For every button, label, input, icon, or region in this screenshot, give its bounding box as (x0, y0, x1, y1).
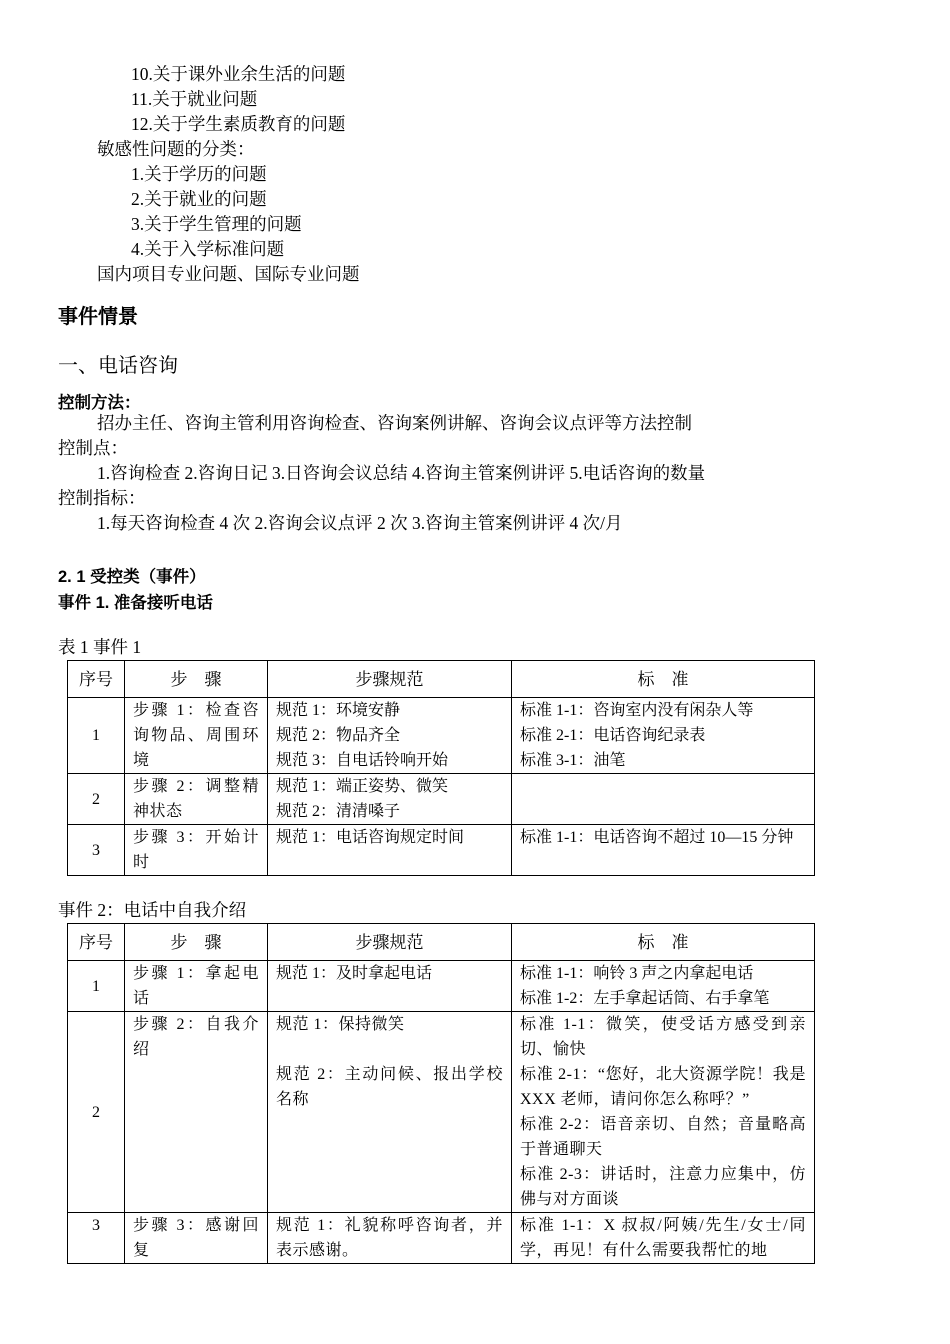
spec-line: 规范 1：及时拿起电话 (276, 965, 433, 982)
spec-line: 规范 1：环境安静 (276, 702, 401, 719)
table1 (67, 660, 815, 876)
table-row (68, 961, 815, 1012)
control-method-text: 招办主任、咨询主管利用咨询检查、咨询案例讲解、咨询会议点评等方法控制 (97, 413, 692, 433)
row-number: 3 (68, 1213, 125, 1264)
header-cell: 步 骤 (125, 924, 268, 961)
section-title: 事件情景 (58, 306, 138, 328)
step-cell: 步骤 3：开始计时 (125, 825, 268, 876)
step-cell: 步骤 3：感谢回复 (125, 1213, 268, 1264)
spec-line: 规范 2：清清嗓子 (276, 803, 401, 820)
control-method-label: 控制方法： (58, 394, 141, 412)
spec-cell (268, 698, 512, 774)
spec-cell (268, 825, 512, 876)
list-item: 10.关于课外业余生活的问题 (131, 64, 346, 84)
event1-heading: 事件 1. 准备接听电话 (58, 594, 213, 612)
subsection-title: 一、电话咨询 (58, 355, 178, 377)
table-row (68, 1213, 815, 1264)
standard-cell (512, 1012, 815, 1213)
spec-line: 规范 2：物品齐全 (276, 727, 401, 744)
header-cell: 步 骤 (125, 661, 268, 698)
control-indicators-label: 控制指标： (58, 488, 146, 508)
standard-line: 标准 1-1：微笑，使受话方感受到亲切、愉快 (520, 1016, 806, 1058)
step-cell: 步骤 1：拿起电话 (125, 961, 268, 1012)
spec-line: 规范 1：端正姿势、微笑 (276, 778, 449, 795)
control-indicators-text: 1.每天咨询检查 4 次 2.咨询会议点评 2 次 3.咨询主管案例讲评 4 次/月 (97, 513, 623, 533)
table2-caption: 事件 2：电话中自我介绍 (58, 900, 247, 920)
list-item: 3.关于学生管理的问题 (131, 214, 302, 234)
spec-cell (268, 961, 512, 1012)
standard-cell (512, 698, 815, 774)
table2 (67, 923, 815, 1264)
standard-line: 标准 1-1：响铃 3 声之内拿起电话 (520, 965, 754, 982)
header-cell: 步骤规范 (268, 661, 512, 698)
spec-line: 规范 3：自电话铃响开始 (276, 752, 449, 769)
standard-line: 标准 2-3：讲话时，注意力应集中，仿佛与对方面谈 (520, 1166, 806, 1208)
header-cell: 步骤规范 (268, 924, 512, 961)
step-cell: 步骤 2：调整精神状态 (125, 774, 268, 825)
list-item: 12.关于学生素质教育的问题 (131, 114, 346, 134)
step-cell: 步骤 2：自我介绍 (125, 1012, 268, 1213)
spec-line: 规范 2：主动问候、报出学校名称 (276, 1066, 503, 1108)
category-heading: 2. 1 受控类（事件） (58, 568, 206, 586)
spec-line: 规范 1：保持微笑 (276, 1016, 405, 1033)
standard-line: 标准 1-1：咨询室内没有闲杂人等 (520, 702, 754, 719)
standard-cell (512, 961, 815, 1012)
table-row (68, 1012, 815, 1213)
table1-caption: 表 1 事件 1 (58, 637, 142, 657)
spacer (276, 1037, 503, 1062)
standard-cell (512, 774, 815, 825)
list-item: 1.关于学历的问题 (131, 164, 267, 184)
row-number: 1 (68, 698, 125, 774)
list-item: 4.关于入学标准问题 (131, 239, 285, 259)
spec-line: 规范 1：电话咨询规定时间 (276, 829, 465, 846)
spec-line: 规范 1：礼貌称呼咨询者，并表示感谢。 (276, 1217, 503, 1259)
standard-line: 标准 3-1：油笔 (520, 752, 626, 769)
row-number: 1 (68, 961, 125, 1012)
standard-cell (512, 825, 815, 876)
standard-line: 标准 2-1：“您好，北大资源学院！我是 XXX 老师，请问你怎么称呼？” (520, 1066, 806, 1108)
standard-line: 标准 1-2：左手拿起话筒、右手拿笔 (520, 990, 770, 1007)
table-header-row (68, 924, 815, 961)
spec-cell (268, 774, 512, 825)
row-number: 2 (68, 774, 125, 825)
table-row (68, 698, 815, 774)
table-row (68, 825, 815, 876)
list-item: 11.关于就业问题 (131, 89, 258, 109)
row-number: 3 (68, 825, 125, 876)
list-item: 2.关于就业的问题 (131, 189, 267, 209)
control-points-text: 1.咨询检查 2.咨询日记 3.日咨询会议总结 4.咨询主管案例讲评 5.电话咨询的数量 (97, 463, 706, 483)
standard-line: 标准 2-2：语音亲切、自然；音量略高于普通聊天 (520, 1116, 806, 1158)
table-row (68, 774, 815, 825)
step-cell: 步骤 1：检查咨询物品、周围环境 (125, 698, 268, 774)
header-cell: 序号 (68, 924, 125, 961)
paragraph: 国内项目专业问题、国际专业问题 (97, 264, 360, 284)
table-header-row (68, 661, 815, 698)
standard-line: 标准 1-1：电话咨询不超过 10—15 分钟 (520, 829, 794, 846)
spec-cell (268, 1213, 512, 1264)
header-cell: 标 准 (512, 661, 815, 698)
standard-line: 标准 2-1：电话咨询纪录表 (520, 727, 706, 744)
standard-line: 标准 1-1：X 叔叔/阿姨/先生/女士/同学，再见！有什么需要我帮忙的地 (520, 1217, 806, 1259)
row-number: 2 (68, 1012, 125, 1213)
standard-cell (512, 1213, 815, 1264)
list-heading: 敏感性问题的分类： (97, 139, 255, 159)
spec-cell (268, 1012, 512, 1213)
header-cell: 标 准 (512, 924, 815, 961)
header-cell: 序号 (68, 661, 125, 698)
control-points-label: 控制点： (58, 438, 128, 458)
